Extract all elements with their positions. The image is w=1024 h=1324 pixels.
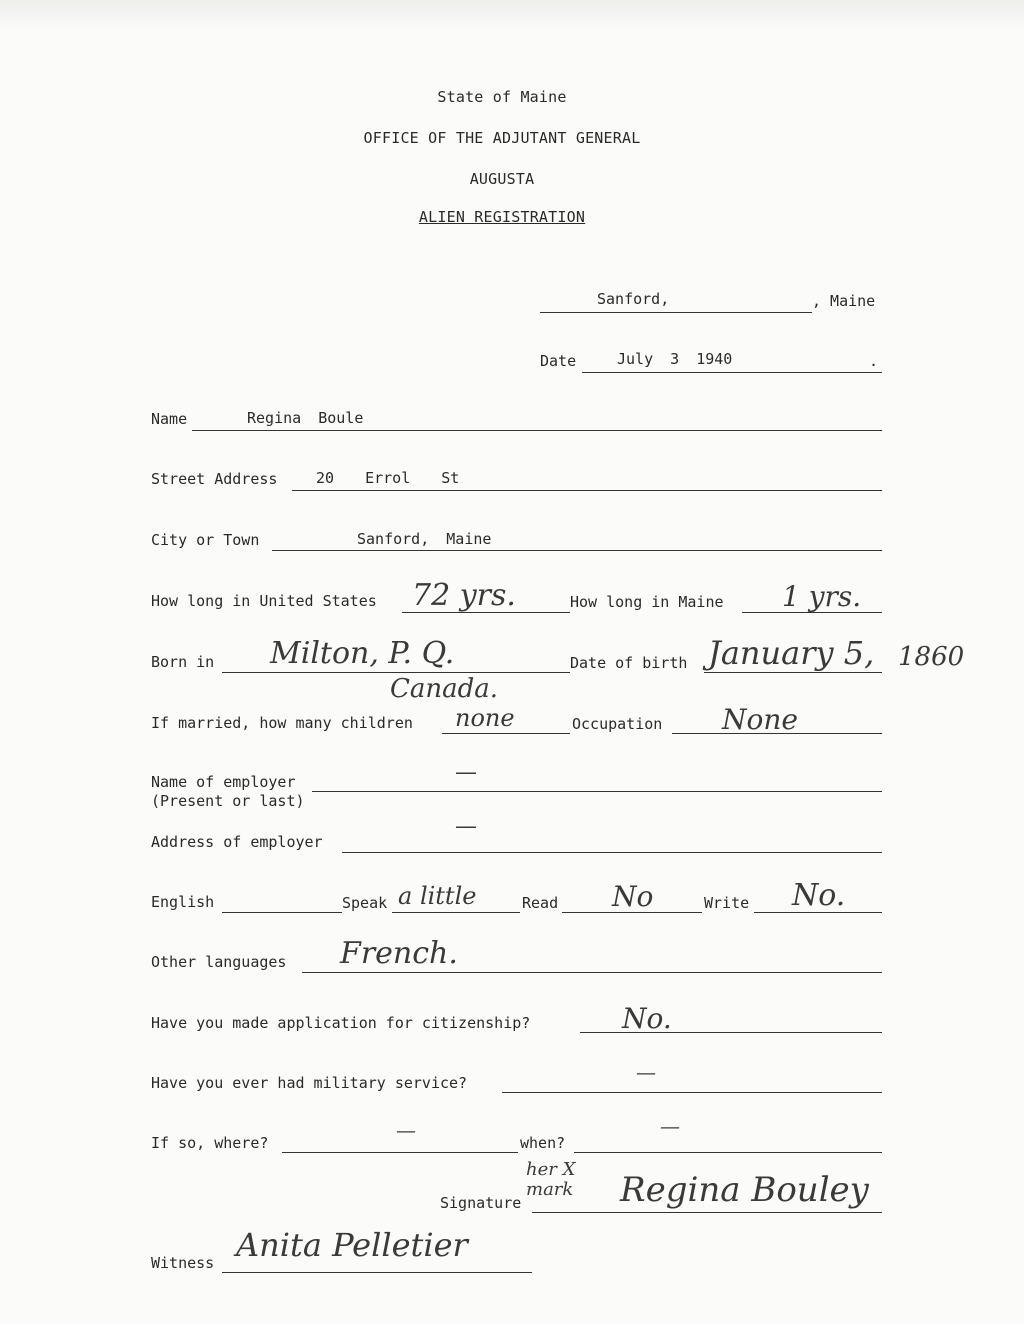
- children-label: If married, how many children: [151, 714, 413, 732]
- us-duration-value: 72 yrs.: [412, 578, 516, 613]
- street-value: 20 Errol St: [316, 469, 460, 487]
- location-town: Sanford,: [597, 290, 670, 308]
- employer-address-line: [342, 852, 882, 853]
- english-label: English: [151, 893, 215, 911]
- location-state: , Maine: [812, 292, 876, 310]
- write-value: No.: [792, 878, 846, 913]
- name-value: Regina Boule: [247, 409, 364, 427]
- occupation-label: Occupation: [572, 715, 663, 733]
- witness-label: Witness: [151, 1254, 215, 1272]
- write-label: Write: [704, 894, 750, 912]
- name-label: Name: [151, 410, 188, 428]
- employer-address-label: Address of employer: [151, 833, 323, 851]
- where-value: —: [396, 1118, 416, 1142]
- where-label: If so, where?: [151, 1134, 269, 1152]
- where-line: [282, 1152, 518, 1153]
- employer-line: [312, 791, 882, 792]
- date-value: July 3 1940: [617, 350, 733, 368]
- english-line: [222, 912, 342, 913]
- signature-label: Signature: [440, 1194, 522, 1212]
- maine-duration-value: 1 yrs.: [782, 580, 862, 613]
- witness-line: [222, 1272, 532, 1273]
- dob-label: Date of birth: [570, 654, 688, 672]
- city-label: City or Town: [151, 531, 260, 549]
- read-value: No: [612, 880, 654, 913]
- dob-line: [704, 672, 882, 673]
- signature-line: [532, 1212, 882, 1213]
- signature-value: Regina Bouley: [620, 1170, 869, 1210]
- speak-value: a little: [398, 882, 477, 910]
- speak-line: [392, 912, 520, 913]
- header-city: AUGUSTA: [469, 170, 535, 188]
- military-label: Have you ever had military service?: [151, 1074, 468, 1092]
- street-line: [292, 490, 882, 491]
- speak-label: Speak: [342, 894, 388, 912]
- other-languages-value: French.: [340, 936, 458, 971]
- children-line: [442, 733, 570, 734]
- header-state: State of Maine: [437, 88, 567, 106]
- witness-value: Anita Pelletier: [236, 1226, 468, 1264]
- maine-duration-label: How long in Maine: [570, 593, 724, 611]
- born-line: [222, 672, 570, 673]
- when-line: [574, 1152, 882, 1153]
- employer-label: Name of employer: [151, 773, 296, 791]
- citizenship-label: Have you made application for citizenship?: [151, 1014, 531, 1032]
- city-value: Sanford, Maine: [357, 530, 492, 548]
- employer-value: —: [455, 760, 477, 785]
- scan-edge: [0, 0, 1024, 30]
- read-label: Read: [522, 894, 559, 912]
- location-line: [540, 312, 812, 313]
- citizenship-value: No.: [622, 1002, 672, 1035]
- name-line: [192, 430, 882, 431]
- city-line: [272, 550, 882, 551]
- military-value: —: [636, 1060, 656, 1084]
- date-line: [582, 372, 882, 373]
- when-label: when?: [520, 1134, 566, 1152]
- us-duration-label: How long in United States: [151, 592, 377, 610]
- born-value: Milton, P. Q.: [270, 636, 455, 671]
- born-country: Canada.: [390, 674, 499, 704]
- dob-value: January 5,: [708, 634, 875, 672]
- street-label: Street Address: [151, 470, 278, 488]
- children-value: none: [455, 704, 515, 732]
- military-line: [502, 1092, 882, 1093]
- employer-sublabel: (Present or last): [151, 792, 305, 810]
- date-label: Date: [540, 352, 577, 370]
- dob-year: 1860: [898, 642, 965, 672]
- header-office: OFFICE OF THE ADJUTANT GENERAL: [363, 129, 641, 147]
- born-label: Born in: [151, 653, 215, 671]
- other-languages-label: Other languages: [151, 953, 287, 971]
- other-languages-line: [302, 972, 882, 973]
- occupation-value: None: [722, 703, 798, 736]
- when-value: —: [660, 1114, 680, 1138]
- date-period: .: [869, 352, 879, 370]
- form-title: ALIEN REGISTRATION: [418, 208, 586, 226]
- employer-address-value: —: [455, 814, 477, 839]
- signature-mark: her X mark: [526, 1159, 576, 1200]
